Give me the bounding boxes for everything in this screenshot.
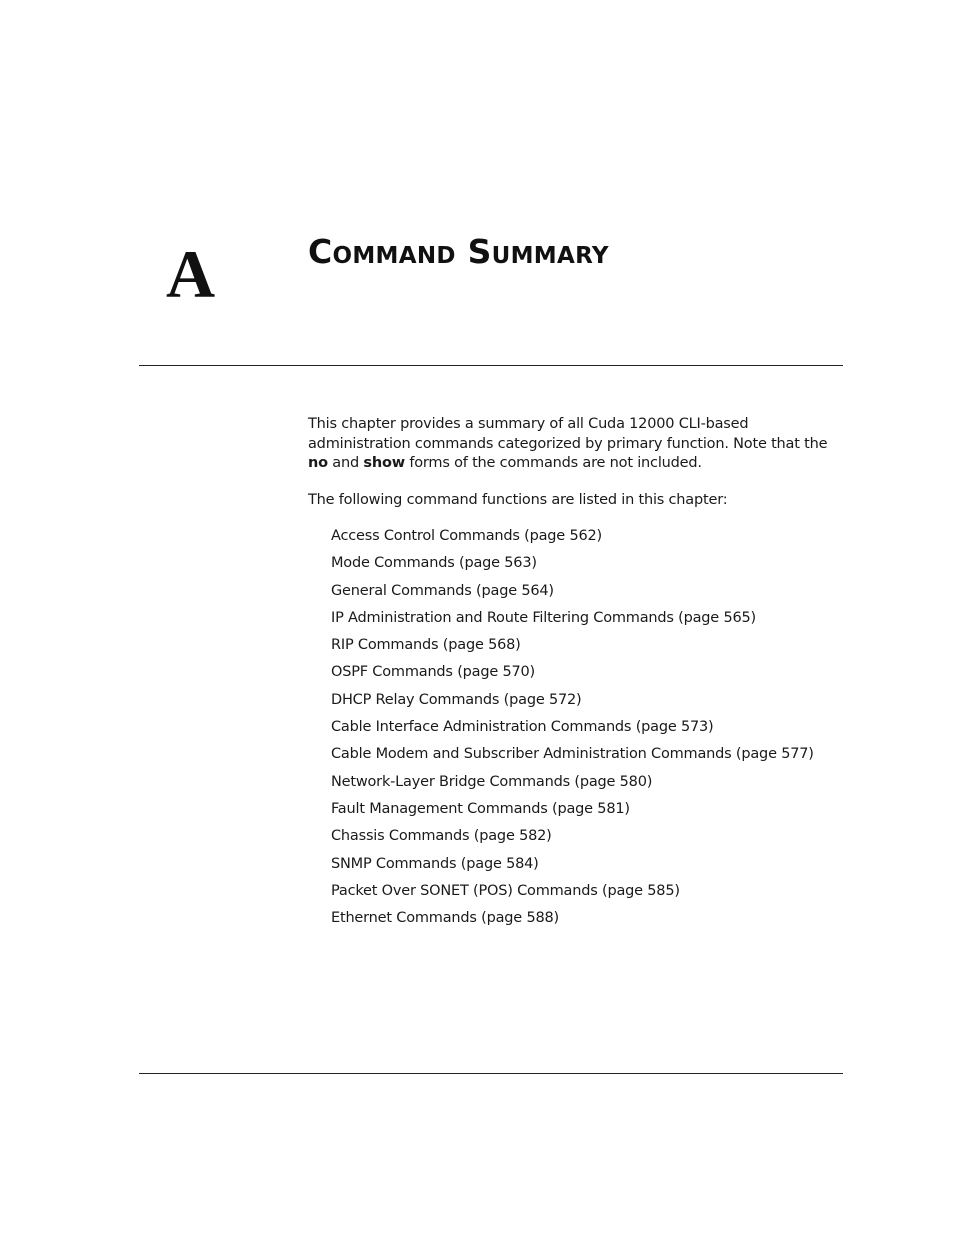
list-item[interactable]: Chassis Commands (page 582) [331,828,552,845]
list-item[interactable]: General Commands (page 564) [331,582,554,599]
intro-text-1: This chapter provides a summary of all Cuda 12000 CLI-based administration commands categorized by primary function. Note that the [308,416,828,452]
list-item[interactable]: Access Control Commands (page 562) [331,528,602,544]
list-item[interactable]: DHCP Relay Commands (page 572) [331,691,582,708]
intro-keyword-no: no [308,455,328,471]
list-item[interactable]: SNMP Commands (page 584) [331,855,539,872]
list-item[interactable]: Packet Over SONET (POS) Commands (page 585) [331,882,680,899]
list-item[interactable]: Cable Modem and Subscriber Administration Commands (page 577) [331,746,814,763]
list-item[interactable]: OSPF Commands (page 570) [331,664,536,681]
list-item[interactable]: Fault Management Commands (page 581) [331,800,630,817]
list-item[interactable]: RIP Commands (page 568) [331,637,521,654]
top-divider [139,365,843,366]
intro-text-2: and [327,455,364,471]
intro-text-3: forms of the commands are not included. [404,455,702,471]
list-item[interactable]: Ethernet Commands (page 588) [331,910,559,927]
command-function-list [331,527,814,936]
list-item[interactable]: Cable Interface Administration Commands (page 573) [331,719,714,736]
intro-paragraph [308,415,848,474]
chapter-letter: A [166,236,216,312]
list-item[interactable]: Network-Layer Bridge Commands (page 580) [331,773,653,790]
bottom-divider [139,1073,843,1074]
list-lead: The following command functions are listed in this chapter: [308,492,728,508]
chapter-title: Command Summary [308,232,609,271]
list-item[interactable]: IP Administration and Route Filtering Commands (page 565) [331,609,756,626]
list-item[interactable]: Mode Commands (page 563) [331,555,537,572]
intro-keyword-show: show [363,455,405,471]
